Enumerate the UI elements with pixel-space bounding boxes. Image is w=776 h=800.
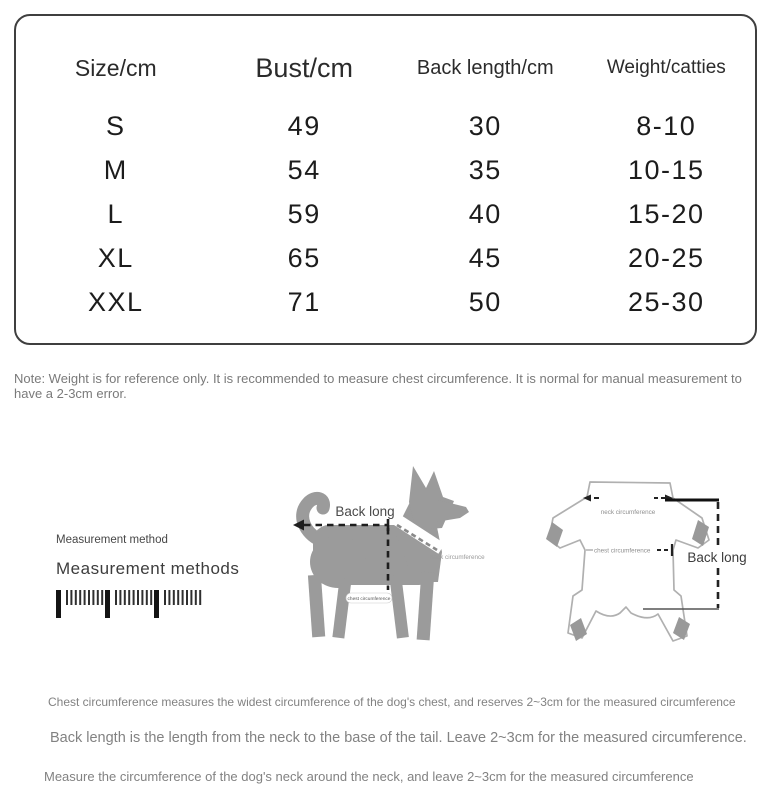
cell-bust: 65	[287, 242, 321, 273]
column-header-bust: Bust/cm	[255, 52, 353, 83]
cell-back-length: 30	[468, 110, 502, 141]
dog-chest-circumference-tag	[346, 593, 392, 603]
table-row	[16, 148, 755, 192]
cell-size: XXL	[87, 286, 144, 317]
measurement-methods-heading: Measurement methods	[56, 559, 240, 578]
cell-weight: 25-30	[628, 286, 705, 317]
footnote-back-length: Back length is the length from the neck to the base of the tail. Leave 2~3cm for the measured circumference.	[50, 730, 747, 746]
cell-weight: 20-25	[628, 242, 705, 273]
column-header-size: Size/cm	[74, 54, 157, 81]
dog-measurement-diagram	[280, 440, 525, 660]
cell-back-length: 35	[468, 154, 502, 185]
table-row	[16, 104, 755, 148]
table-header-row	[16, 16, 755, 104]
table-row	[16, 280, 755, 324]
cell-bust: 71	[287, 286, 321, 317]
cell-back-length: 40	[468, 198, 502, 229]
cell-size: S	[106, 110, 126, 141]
dog-neck-circumference-label: neck circumference	[430, 554, 485, 561]
measurement-method-label: Measurement method	[56, 534, 168, 546]
cell-size: XL	[97, 242, 134, 273]
table-row	[16, 236, 755, 280]
cell-bust: 54	[287, 154, 321, 185]
cell-bust: 59	[287, 198, 321, 229]
column-header-weight: Weight/catties	[606, 57, 726, 78]
ruler-icon	[55, 589, 205, 621]
cell-back-length: 50	[468, 286, 502, 317]
cell-weight: 10-15	[628, 154, 705, 185]
weight-reference-note: Note: Weight is for reference only. It is recommended to measure chest circumference. It is normal for manual measurement to have a 2-3cm error.	[14, 371, 742, 401]
cell-size: M	[103, 154, 128, 185]
garment-neck-circumference-label: neck circumference	[600, 509, 656, 516]
garment-measurement-diagram	[530, 450, 776, 670]
garment-back-long-label: Back long	[687, 550, 747, 565]
dog-back-long-label: Back long	[335, 504, 395, 519]
table-row	[16, 192, 755, 236]
cell-back-length: 45	[468, 242, 502, 273]
footnote-chest: Chest circumference measures the widest circumference of the dog's chest, and reserves 2~3cm for the measured circumference	[48, 695, 736, 709]
cell-size: L	[107, 198, 125, 229]
size-chart-table	[14, 14, 757, 345]
footnote-neck: Measure the circumference of the dog's neck around the neck, and leave 2~3cm for the measured circumference	[44, 769, 694, 784]
cell-weight: 15-20	[628, 198, 705, 229]
cell-weight: 8-10	[636, 110, 697, 141]
garment-outline	[549, 482, 709, 641]
dog-chest-circumference-label: chest circumference	[347, 597, 391, 603]
column-header-back-length: Back length/cm	[416, 56, 554, 79]
cell-bust: 49	[287, 110, 321, 141]
garment-chest-circumference-label: chest circumference	[594, 547, 651, 555]
